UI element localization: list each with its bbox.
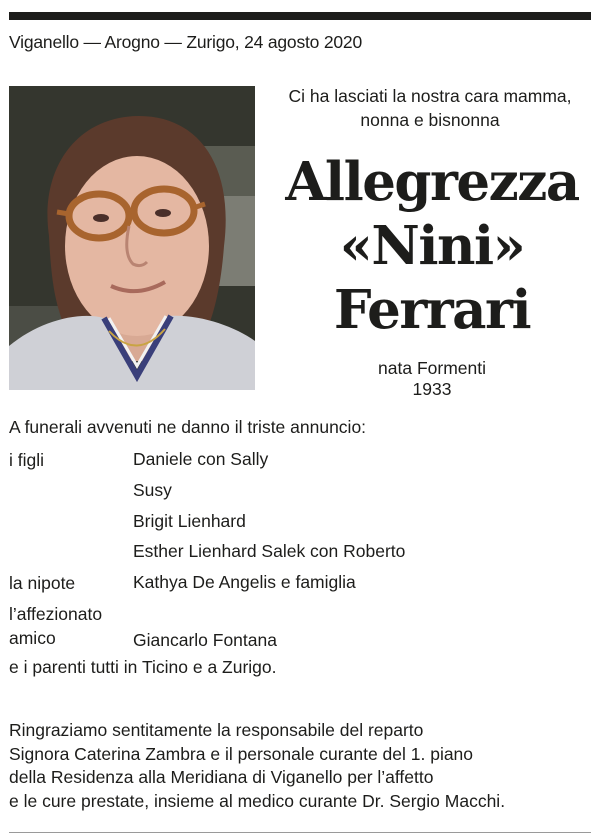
name-nickname: «Nini»	[339, 215, 525, 277]
mourner-names: Susy	[133, 479, 172, 500]
list-item	[9, 602, 589, 659]
mourner-relation: i figli	[9, 450, 45, 470]
mourners-list	[9, 448, 589, 659]
list-item	[9, 540, 589, 571]
mourner-relation: l’affezionato amico	[9, 603, 103, 648]
thanks-line-1: Ringraziamo sentitamente la responsabile del reparto	[9, 720, 424, 740]
announcement-text: A funerali avvenuti ne danno il triste annuncio:	[9, 417, 367, 437]
thanks-paragraph	[9, 719, 594, 813]
birth-info	[262, 358, 600, 400]
list-item	[9, 510, 589, 541]
mourner-relation: la nipote	[9, 573, 76, 594]
mourner-names: Daniele con Sally	[133, 449, 269, 469]
portrait-photo	[9, 86, 255, 390]
thanks-line-4: e le cure prestate, insieme al medico curante Dr. Sergio Macchi.	[9, 790, 506, 811]
top-rule	[9, 12, 591, 20]
birth-name: nata Formenti	[378, 358, 486, 378]
relatives-line: e i parenti tutti in Ticino e a Zurigo.	[9, 657, 277, 677]
intro-line-1: Ci ha lasciati la nostra cara mamma,	[288, 86, 572, 106]
deceased-name	[262, 150, 600, 342]
mourner-names: Giancarlo Fontana	[133, 629, 277, 650]
portrait-illustration	[9, 86, 255, 390]
intro-text	[262, 84, 598, 132]
thanks-line-2: Signora Caterina Zambra e il personale curante del 1. piano	[9, 743, 474, 764]
birth-year: 1933	[412, 379, 452, 399]
intro-line-2: nonna e bisnonna	[360, 110, 500, 130]
mourner-names: Esther Lienhard Salek con Roberto	[133, 541, 406, 562]
list-item	[9, 571, 589, 602]
list-item	[9, 448, 589, 479]
name-surname: Ferrari	[333, 279, 531, 341]
thanks-line-3: della Residenza alla Meridiana di Viganello per l’affetto	[9, 767, 434, 787]
bottom-rule	[9, 832, 591, 833]
list-item	[9, 479, 589, 510]
place-date-line: Viganello — Arogno — Zurigo, 24 agosto 2020	[9, 32, 362, 52]
mourner-names: Kathya De Angelis e famiglia	[133, 572, 356, 593]
mourner-names: Brigit Lienhard	[133, 510, 246, 531]
name-first: Allegrezza	[285, 151, 579, 213]
